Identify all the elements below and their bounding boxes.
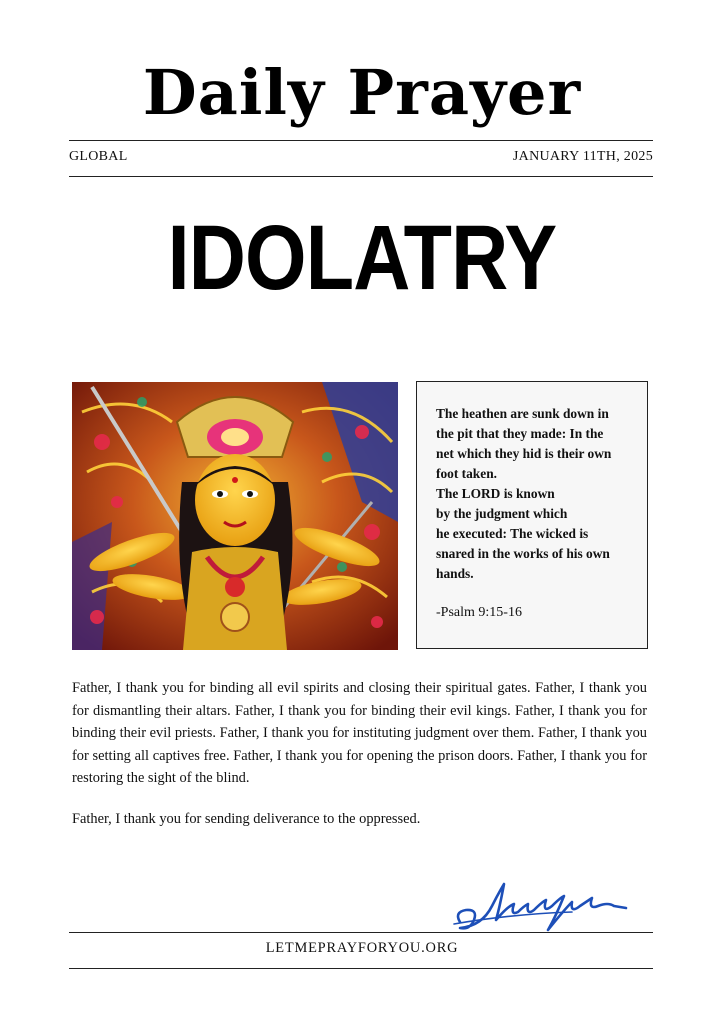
signature-image [452,876,632,940]
headline-title: IDOLATRY [167,207,557,309]
scripture-line: foot taken. [436,466,497,481]
prayer-paragraph-1: Father, I thank you for binding all evil spirits and closing their spiritual gates. Father, I thank you for dismantling their altars. Father, I thank you for binding their evil kings. Father, I thank you for binding their evil priests. Father, I thank you for instituting judgment over them. Father, I thank you for setting all captives free. Father, I thank you for opening the prison doors. Father, I thank you for restoring the sight of the blind. [72,680,647,787]
idol-photo [72,382,398,650]
footer-bottom-rule [69,968,653,969]
footer-top-rule [69,932,653,933]
region-label: GLOBAL [69,149,128,164]
scripture-line: hands. [436,566,474,581]
masthead-top-rule [69,140,653,141]
scripture-line: The LORD is known [436,486,555,501]
scripture-line: he executed: The wicked is [436,526,589,541]
scripture-line: snared in the works of his own [436,546,610,561]
scripture-line: the pit that they made: In the [436,426,604,441]
masthead-bottom-rule [69,176,653,177]
footer-website[interactable]: LETMEPRAYFORYOU.ORG [265,940,459,956]
scripture-box [416,381,648,649]
idol-illustration [72,382,398,650]
prayer-paragraph-2: Father, I thank you for sending deliverance to the oppressed. [72,811,421,827]
scripture-reference: -Psalm 9:15-16 [436,605,522,620]
date-label: JANUARY 11TH, 2025 [512,149,653,164]
masthead-title: Daily Prayer [142,56,582,129]
scripture-line: net which they hid is their own [436,446,612,461]
scripture-line: The heathen are sunk down in [436,406,609,421]
scripture-line: by the judgment which [436,506,568,521]
